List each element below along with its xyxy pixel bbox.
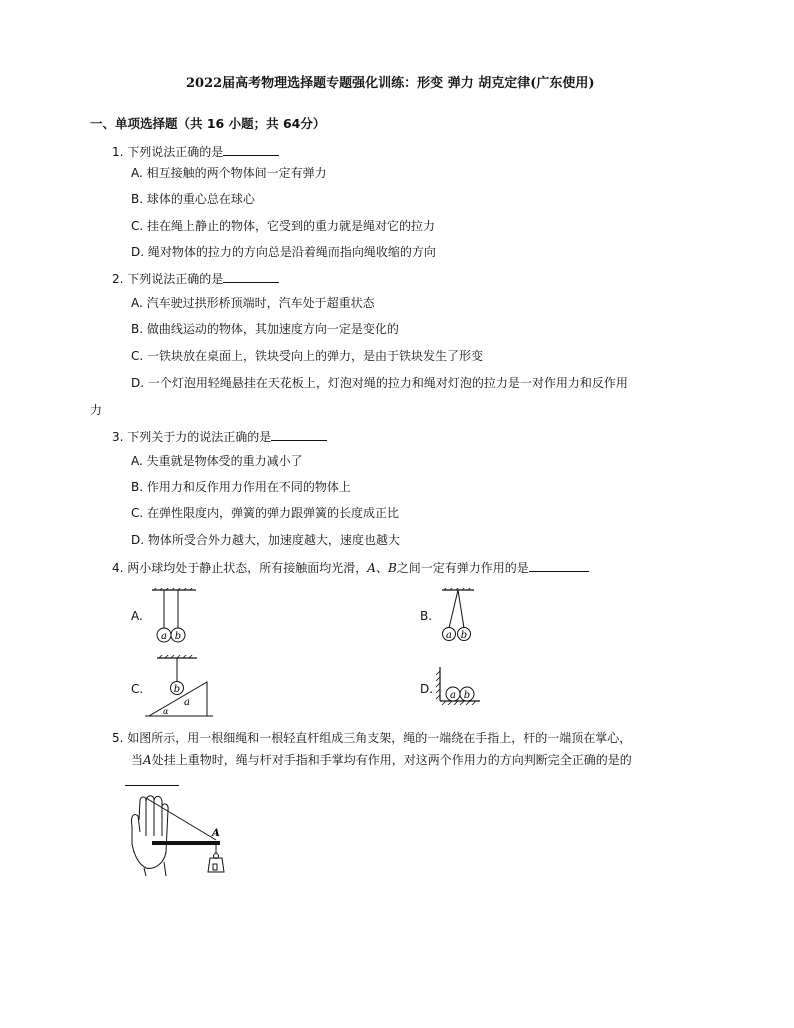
option-2d: D. 一个灯泡用轻绳悬挂在天花板上，灯泡对绳的拉力和绳对灯泡的拉力是一对作用力和反作用	[131, 376, 628, 390]
question-stem-text: 3. 下列关于力的说法正确的是	[112, 430, 272, 444]
angle-label: α	[163, 707, 169, 716]
option-1d: D. 绳对物体的拉力的方向总是沿着绳而指向绳收缩的方向	[131, 245, 436, 259]
figure-4a	[148, 588, 208, 648]
figure-label-a: A.	[131, 609, 143, 623]
separator: 、	[375, 561, 388, 575]
ball-a-label: a	[446, 630, 452, 641]
option-2c: C. 一铁块放在桌面上，铁块受向上的弹力，是由于铁块发生了形变	[131, 349, 484, 363]
option-2b: B. 做曲线运动的物体，其加速度方向一定是变化的	[131, 322, 399, 336]
block-a-label: a	[184, 697, 190, 708]
question-stem-text-2: 处挂上重物时，绳与杆对手指和手掌均有作用，对这两个作用力的方向判断完全正确的是的	[151, 753, 632, 767]
answer-blank	[125, 771, 179, 786]
option-2d-wrap: 力	[90, 403, 103, 417]
question-1-stem	[112, 143, 279, 160]
figure-label-d: D.	[420, 682, 434, 696]
answer-blank	[223, 143, 279, 156]
question-3-stem	[112, 428, 327, 445]
question-stem-text-2: 之间一定有弹力作用的是	[396, 561, 529, 575]
figure-4d	[436, 665, 486, 705]
ball-b-label: b	[174, 631, 182, 642]
question-stem-text: 当	[131, 753, 144, 767]
ball-b-label: b	[460, 630, 468, 641]
figure-4b	[430, 588, 490, 648]
option-1b: B. 球体的重心总在球心	[131, 192, 255, 206]
ball-a-label: a	[450, 690, 456, 701]
option-3a: A. 失重就是物体受的重力减小了	[131, 454, 303, 468]
figure-label-b: B.	[420, 609, 433, 623]
point-a-label: A	[212, 828, 220, 839]
option-3d: D. 物体所受合外力越大，加速度越大，速度也越大	[131, 533, 400, 547]
figure-5	[124, 792, 234, 877]
ball-b-label: b	[173, 684, 181, 695]
question-stem-text: 2. 下列说法正确的是	[112, 272, 224, 286]
figure-4c	[145, 655, 215, 719]
answer-blank	[223, 270, 279, 283]
label-a: A	[367, 561, 376, 575]
option-2a: A. 汽车驶过拱形桥顶端时，汽车处于超重状态	[131, 296, 375, 310]
ball-a-label: a	[161, 631, 167, 642]
point-a-label: A	[143, 753, 152, 767]
question-stem-text: 1. 下列说法正确的是	[112, 145, 224, 159]
page-title: 2022届高考物理选择题专题强化训练：形变 弹力 胡克定律(广东使用)	[186, 76, 595, 91]
answer-blank	[271, 428, 327, 441]
answer-blank	[529, 559, 589, 572]
question-2-stem	[112, 270, 279, 287]
option-1c: C. 挂在绳上静止的物体，它受到的重力就是绳对它的拉力	[131, 219, 436, 233]
ball-b-label: b	[463, 690, 471, 701]
question-5-line2	[131, 752, 632, 768]
option-1a: A. 相互接触的两个物体间一定有弹力	[131, 166, 327, 180]
question-stem-text: 4. 两小球均处于静止状态，所有接触面均光滑，	[112, 561, 368, 575]
option-3c: C. 在弹性限度内，弹簧的弹力跟弹簧的长度成正比	[131, 506, 400, 520]
figure-label-c: C.	[131, 682, 144, 696]
section-heading: 一、单项选择题（共 16 小题；共 64分）	[90, 116, 326, 131]
question-4-stem	[112, 559, 589, 576]
option-3b: B. 作用力和反作用力作用在不同的物体上	[131, 480, 351, 494]
label-b: B	[387, 561, 397, 575]
question-5-line1: 5. 如图所示，用一根细绳和一根轻直杆组成三角支架，绳的一端绕在手指上，杆的一端顶在掌心，	[112, 731, 632, 745]
